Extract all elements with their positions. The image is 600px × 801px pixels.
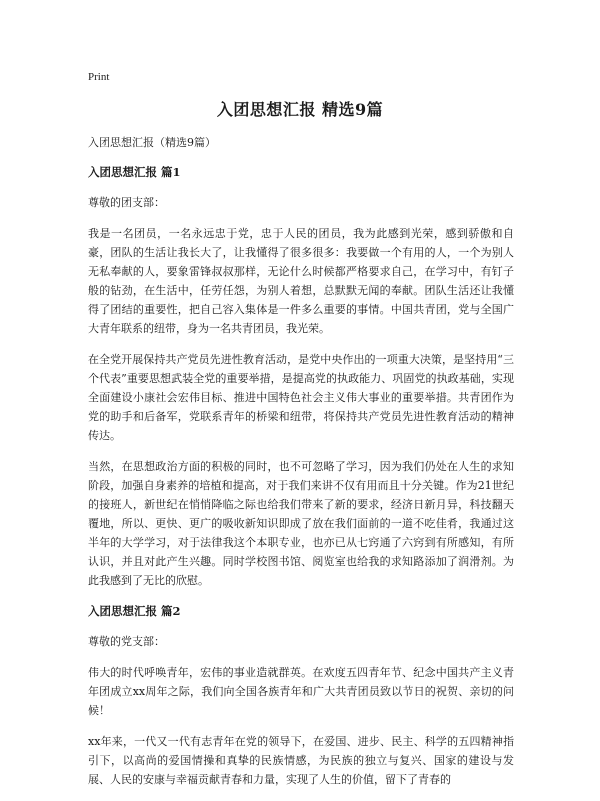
section-heading: 入团思想汇报 篇1 <box>88 165 181 179</box>
paragraph: 在全党开展保持共产党员先进性教育活动，是党中央作出的一项重大决策，是坚持用“三个代表”重要思想武装全党的重要举措，是提高党的执政能力、巩固党的执政基础，实现全面建设小康社会宏伟目标、推进中国特色社会主义伟大事业的重要举措。共青团作为党的助手和后备军，党联系青年的桥梁和纽带，将保持共产党员先进性教育活动的精神传达。 <box>88 353 514 442</box>
paragraph: 当然，在思想政治方面的积极的同时，也不可忽略了学习，因为我们仍处在人生的求知阶段，加强自身素养的培植和提高，对于我们来讲不仅有用而且十分关键。作为21世纪的接班人，新世纪在悄悄降临之际也给我们带来了新的要求，经济日新月异，科技翻天覆地，所以、更快、更广的吸收新知识即成了放在我们面前的一道不吃佳肴，我通过这半年的大学学习，对于法律我这个本职专业，也亦已从七窍通了六窍到有所感知，有所认识，并且对此产生兴趣。同时学校图书馆、阅览室也给我的求知路添加了润滑剂。为此我感到了无比的欣慰。 <box>88 460 514 587</box>
document-subtitle: 入团思想汇报（精选9篇） <box>88 136 216 149</box>
paragraph: 伟大的时代呼唤青年，宏伟的事业造就群英。在欢度五四青年节、纪念中国共产主义青年团成立xx周年之际，我们向全国各族青年和广大共青团员致以节日的祝贺、亲切的问候！ <box>88 666 514 717</box>
section-heading: 入团思想汇报 篇2 <box>88 604 181 618</box>
salutation: 尊敬的党支部： <box>88 635 165 648</box>
document-title: 入团思想汇报 精选9篇 <box>216 100 384 119</box>
document-body <box>88 133 514 801</box>
paragraph: xx年来，一代又一代有志青年在党的领导下，在爱国、进步、民主、科学的五四精神指引下，以高尚的爱国情操和真挚的民族情感，为民族的独立与复兴、国家的建设与发展、人民的安康与幸福贡献青春和力量，实现了人生的价值，留下了青春的 <box>88 735 514 786</box>
print-link[interactable]: Print <box>88 71 110 83</box>
paragraph: 我是一名团员，一名永远忠于党，忠于人民的团员，我为此感到光荣，感到骄傲和自豪，团队的生活让我长大了，让我懂得了很多很多：我要做一个有用的人，一个为别人无私奉献的人，要象雷锋叔叔那样，无论什么时候都严格要求自己，在学习中，有钉子般的钻劲，在生活中，任劳任怨，为别人着想，总默默无闻的奉献。团队生活还让我懂得了团结的重要性，把自己容入集体是一件多么重要的事情。中国共青团，党与全国广大青年联系的纽带，身为一名共青团员，我光荣。 <box>88 227 514 335</box>
salutation: 尊敬的团支部： <box>88 196 165 209</box>
